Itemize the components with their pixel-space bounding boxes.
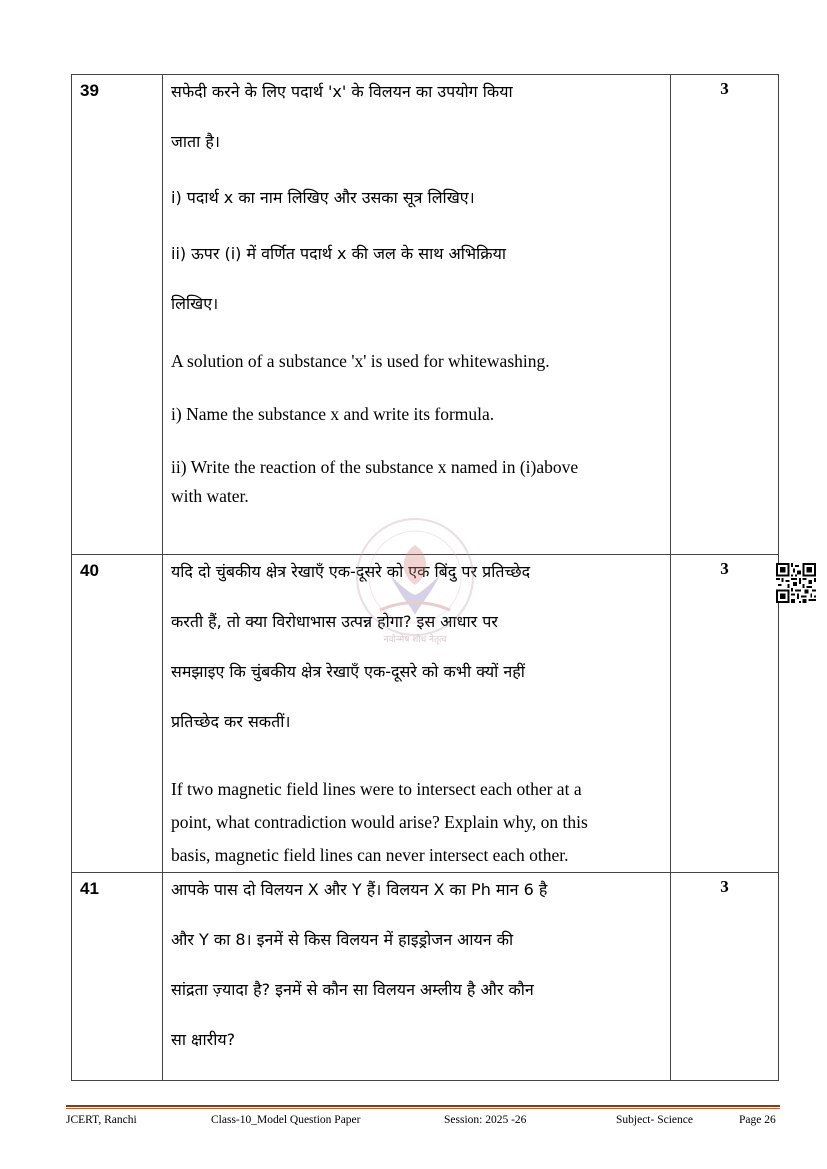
english-line: point, what contradiction would arise? Explain why, on this xyxy=(171,812,588,832)
jcert-watermark-logo xyxy=(340,515,490,655)
footer-subject: Subject- Science xyxy=(616,1114,693,1126)
hindi-subpart: लिखिए। xyxy=(171,294,219,313)
question-row-39 xyxy=(72,75,779,555)
english-line: with water. xyxy=(171,486,249,506)
hindi-line: और Y का 8। इनमें से किस विलयन में हाइड्रोजन आयन की xyxy=(171,930,514,949)
qr-code-icon xyxy=(776,563,816,603)
question-row-41 xyxy=(72,873,779,1081)
footer-page-number: Page 26 xyxy=(739,1114,776,1126)
english-line: i) Name the substance x and write its formula. xyxy=(171,404,495,424)
footer-paper: Class-10_Model Question Paper xyxy=(211,1114,361,1126)
watermark-motto: नवोन्मेष शोध नेतृत्व xyxy=(383,635,447,645)
question-number: 40 xyxy=(72,555,163,873)
hindi-line: जाता है। xyxy=(171,132,220,151)
footer-session: Session: 2025 -26 xyxy=(444,1114,527,1126)
footer-org: JCERT, Ranchi xyxy=(66,1114,137,1126)
hindi-line: यदि दो चुंबकीय क्षेत्र रेखाएँ एक-दूसरे को एक बिंदु पर प्रतिच्छेद xyxy=(171,562,531,581)
footer-rule-thin xyxy=(66,1108,780,1109)
question-number: 39 xyxy=(72,75,163,555)
question-number: 41 xyxy=(72,873,163,1081)
hindi-line: सांद्रता ज़्यादा है? इनमें से कौन सा विलयन अम्लीय है और कौन xyxy=(171,980,534,999)
hindi-line: समझाइए कि चुंबकीय क्षेत्र रेखाएँ एक-दूसरे को कभी क्यों नहीं xyxy=(171,662,525,681)
hindi-line: प्रतिच्छेद कर सकतीं। xyxy=(171,712,291,731)
hindi-line: सफेदी करने के लिए पदार्थ 'x' के विलयन का उपयोग किया xyxy=(171,82,513,101)
question-text xyxy=(163,75,671,555)
hindi-line: आपके पास दो विलयन X और Y हैं। विलयन X का Ph मान 6 है xyxy=(171,880,548,899)
question-marks: 3 xyxy=(671,75,779,555)
hindi-subpart: ii) ऊपर (i) में वर्णित पदार्थ x की जल के साथ अभिक्रिया xyxy=(171,244,507,263)
english-line: A solution of a substance 'x' is used for whitewashing. xyxy=(171,351,550,371)
hindi-subpart: i) पदार्थ x का नाम लिखिए और उसका सूत्र लिखिए। xyxy=(171,188,475,207)
question-text xyxy=(163,873,671,1081)
question-marks: 3 xyxy=(671,555,779,873)
english-line: ii) Write the reaction of the substance x named in (i)above xyxy=(171,457,579,477)
page-footer xyxy=(66,1114,780,1130)
question-marks: 3 xyxy=(671,873,779,1081)
footer-rule xyxy=(66,1105,780,1107)
english-line: If two magnetic field lines were to intersect each other at a xyxy=(171,779,582,799)
hindi-line: सा क्षारीय? xyxy=(171,1030,236,1049)
english-line: basis, magnetic field lines can never intersect each other. xyxy=(171,845,569,865)
hindi-line: करती हैं, तो क्या विरोधाभास उत्पन्न होगा? इस आधार पर xyxy=(171,612,498,631)
